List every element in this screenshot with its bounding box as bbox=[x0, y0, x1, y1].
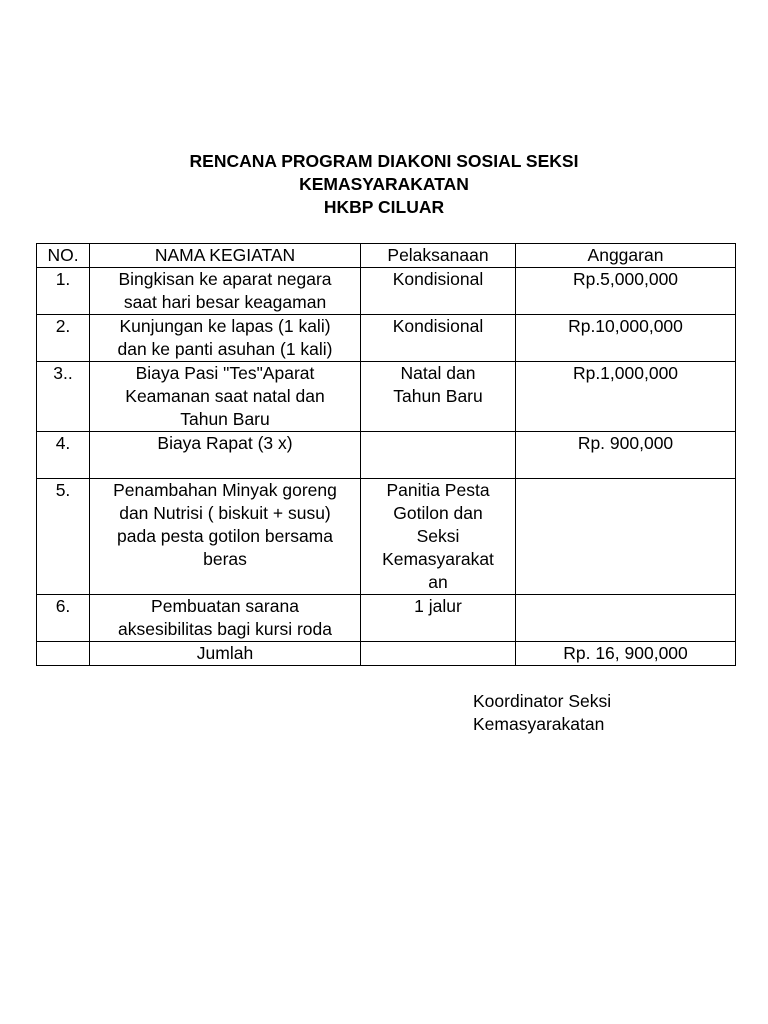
cell-line: Gotilon dan bbox=[393, 503, 483, 523]
cell-line: pada pesta gotilon bersama bbox=[117, 526, 333, 546]
cell-name bbox=[90, 362, 361, 432]
cell-line: Seksi bbox=[416, 526, 460, 546]
cell-line: Penambahan Minyak goreng bbox=[113, 480, 337, 500]
signature-line-1: Koordinator Seksi bbox=[473, 691, 612, 711]
cell-line: Kemasyarakat bbox=[382, 549, 494, 569]
cell-line: Kunjungan ke lapas (1 kali) bbox=[119, 316, 331, 336]
total-label: Jumlah bbox=[90, 642, 361, 666]
cell-no: 4. bbox=[37, 432, 90, 479]
cell-pelaksanaan bbox=[361, 479, 516, 595]
title-line-2: KEMASYARAKATAN bbox=[299, 174, 469, 194]
table-row bbox=[37, 315, 736, 362]
cell-no: 6. bbox=[37, 595, 90, 642]
document-title bbox=[0, 150, 768, 219]
title-line-3: HKBP CILUAR bbox=[323, 197, 445, 217]
cell-line: an bbox=[428, 572, 448, 592]
total-value: Rp. 16, 900,000 bbox=[516, 642, 736, 666]
cell-no: 3.. bbox=[37, 362, 90, 432]
cell-anggaran bbox=[516, 479, 736, 595]
cell-line: Bingkisan ke aparat negara bbox=[118, 269, 332, 289]
cell-name bbox=[90, 315, 361, 362]
cell-line: dan Nutrisi ( biskuit + susu) bbox=[119, 503, 331, 523]
cell-line: 1 jalur bbox=[414, 596, 462, 616]
cell-pelaksanaan bbox=[361, 268, 516, 315]
header-nama-kegiatan: NAMA KEGIATAN bbox=[90, 244, 361, 268]
header-no: NO. bbox=[37, 244, 90, 268]
header-anggaran: Anggaran bbox=[516, 244, 736, 268]
cell-no: 5. bbox=[37, 479, 90, 595]
cell-line: aksesibilitas bagi kursi roda bbox=[118, 619, 332, 639]
cell-line: Tahun Baru bbox=[180, 409, 270, 429]
table-row bbox=[37, 479, 736, 595]
table-row bbox=[37, 595, 736, 642]
cell-line: Biaya Pasi "Tes"Aparat bbox=[135, 363, 315, 383]
signature-block bbox=[473, 690, 611, 736]
cell-name bbox=[90, 595, 361, 642]
cell-pelaksanaan bbox=[361, 595, 516, 642]
program-table bbox=[36, 243, 736, 666]
cell-anggaran: Rp.5,000,000 bbox=[516, 268, 736, 315]
table-row bbox=[37, 268, 736, 315]
cell-no bbox=[37, 642, 90, 666]
cell-anggaran: Rp.1,000,000 bbox=[516, 362, 736, 432]
table-row bbox=[37, 432, 736, 479]
cell-line: Keamanan saat natal dan bbox=[125, 386, 325, 406]
header-pelaksanaan: Pelaksanaan bbox=[361, 244, 516, 268]
cell-line: Biaya Rapat (3 x) bbox=[157, 433, 293, 453]
cell-pelaksanaan bbox=[361, 315, 516, 362]
cell-name bbox=[90, 432, 361, 479]
cell-line: Tahun Baru bbox=[393, 386, 483, 406]
cell-line: Pembuatan sarana bbox=[151, 596, 299, 616]
cell-line: Panitia Pesta bbox=[386, 480, 490, 500]
table-total-row bbox=[37, 642, 736, 666]
cell-pelaksanaan bbox=[361, 642, 516, 666]
cell-line: Kondisional bbox=[392, 316, 484, 336]
cell-anggaran: Rp. 900,000 bbox=[516, 432, 736, 479]
cell-name bbox=[90, 479, 361, 595]
cell-no: 1. bbox=[37, 268, 90, 315]
cell-anggaran bbox=[516, 595, 736, 642]
signature-line-2: Kemasyarakatan bbox=[473, 714, 605, 734]
cell-line: dan ke panti asuhan (1 kali) bbox=[117, 339, 333, 359]
cell-no: 2. bbox=[37, 315, 90, 362]
cell-pelaksanaan bbox=[361, 432, 516, 479]
cell-anggaran: Rp.10,000,000 bbox=[516, 315, 736, 362]
cell-line: saat hari besar keagaman bbox=[123, 292, 327, 312]
title-line-1: RENCANA PROGRAM DIAKONI SOSIAL SEKSI bbox=[189, 151, 579, 171]
table-header-row bbox=[37, 244, 736, 268]
table-row bbox=[37, 362, 736, 432]
cell-line: Natal dan bbox=[400, 363, 476, 383]
cell-name bbox=[90, 268, 361, 315]
cell-pelaksanaan bbox=[361, 362, 516, 432]
cell-line: beras bbox=[203, 549, 247, 569]
cell-line: Kondisional bbox=[392, 269, 484, 289]
